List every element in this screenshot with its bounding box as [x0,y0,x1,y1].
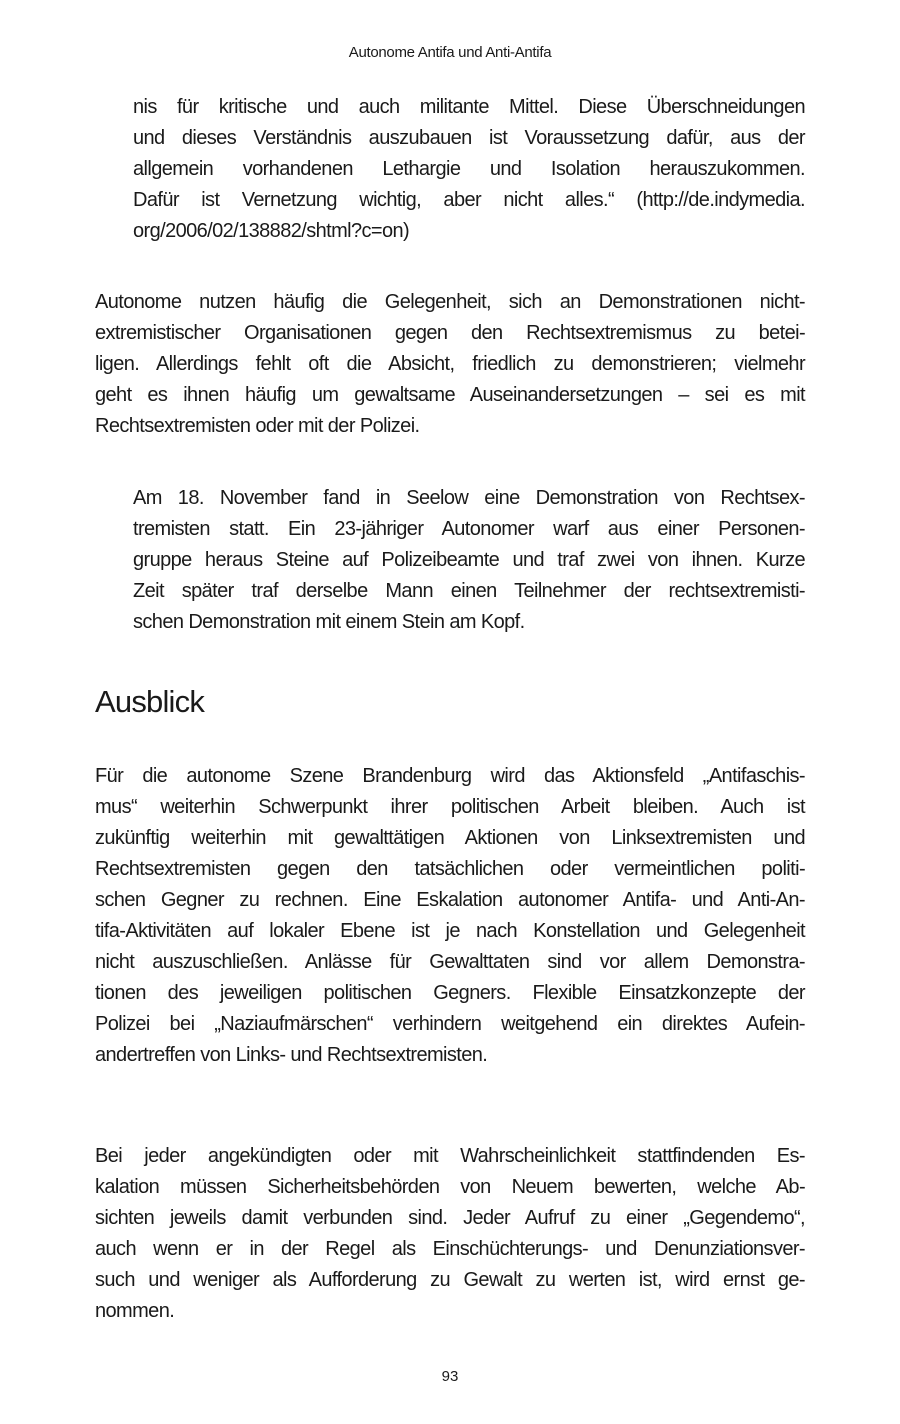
text-line: gruppe heraus Steine auf Polizeibeamte und traf zwei von ihnen. Kurze [133,549,805,571]
text-line: nicht auszuschließen. Anlässe für Gewalttaten sind vor allem Demonstra- [95,951,805,973]
text-line: schen Gegner zu rechnen. Eine Eskalation autonomer Antifa- und Anti-An- [95,889,805,911]
text-line: auch wenn er in der Regel als Einschüchterungs- und Denunziationsver- [95,1238,805,1260]
text-line: Rechtsextremisten gegen den tatsächlichen oder vermeintlichen politi- [95,858,805,880]
text-line: Dafür ist Vernetzung wichtig, aber nicht alles.“ (http://de.indymedia. [133,189,805,211]
text-line: such und weniger als Aufforderung zu Gewalt zu werten ist, wird ernst ge- [95,1269,805,1291]
example-block [133,483,805,638]
text-line: tifa-Aktivitäten auf lokaler Ebene ist je nach Konstellation und Gelegenheit [95,920,805,942]
text-line: Rechtsextremisten oder mit der Polizei. [95,415,420,437]
text-line: ligen. Allerdings fehlt oft die Absicht, friedlich zu demonstrieren; vielmehr [95,353,805,375]
text-line: tionen des jeweiligen politischen Gegners. Flexible Einsatzkonzepte der [95,982,805,1004]
text-line: tremisten statt. Ein 23-jähriger Autonomer warf aus einer Personen- [133,518,805,540]
paragraph-3 [95,1141,805,1327]
quote-block [133,92,805,247]
text-line: zukünftig weiterhin mit gewalttätigen Aktionen von Linksextremisten und [95,827,805,849]
paragraph-1 [95,287,805,442]
text-line: org/2006/02/138882/shtml?c=on) [133,220,410,242]
text-line: extremistischer Organisationen gegen den Rechtsextremismus zu betei- [95,322,805,344]
text-line: andertreffen von Links- und Rechtsextremisten. [95,1044,488,1066]
text-line: Bei jeder angekündigten oder mit Wahrscheinlichkeit stattfindenden Es- [95,1145,805,1167]
text-line: Zeit später traf derselbe Mann einen Teilnehmer der rechtsextremisti- [133,580,805,602]
text-line: Für die autonome Szene Brandenburg wird das Aktionsfeld „Antifaschis- [95,765,805,787]
text-line: sichten jeweils damit verbunden sind. Jeder Aufruf zu einer „Gegendemo“, [95,1207,805,1229]
text-line: schen Demonstration mit einem Stein am Kopf. [133,611,525,633]
text-line: mus“ weiterhin Schwerpunkt ihrer politischen Arbeit bleiben. Auch ist [95,796,805,818]
text-line: und dieses Verständnis auszubauen ist Voraussetzung dafür, aus der [133,127,805,149]
running-header: Autonome Antifa und Anti-Antifa [348,44,552,61]
text-line: Autonome nutzen häufig die Gelegenheit, sich an Demonstrationen nicht- [95,291,805,313]
text-line: Polizei bei „Naziaufmärschen“ verhindern weitgehend ein direktes Aufein- [95,1013,805,1035]
text-line: kalation müssen Sicherheitsbehörden von Neuem bewerten, welche Ab- [95,1176,805,1198]
text-line: nis für kritische und auch militante Mittel. Diese Überschneidungen [133,96,805,118]
text-line: geht es ihnen häufig um gewaltsame Auseinandersetzungen – sei es mit [95,384,805,406]
paragraph-2 [95,761,805,1071]
section-heading: Ausblick [95,684,205,719]
text-line: allgemein vorhandenen Lethargie und Isolation herauszukommen. [133,158,805,180]
text-line: Am 18. November fand in Seelow eine Demonstration von Rechtsex- [133,487,805,509]
text-line: nommen. [95,1300,175,1322]
page-number: 93 [441,1368,459,1385]
